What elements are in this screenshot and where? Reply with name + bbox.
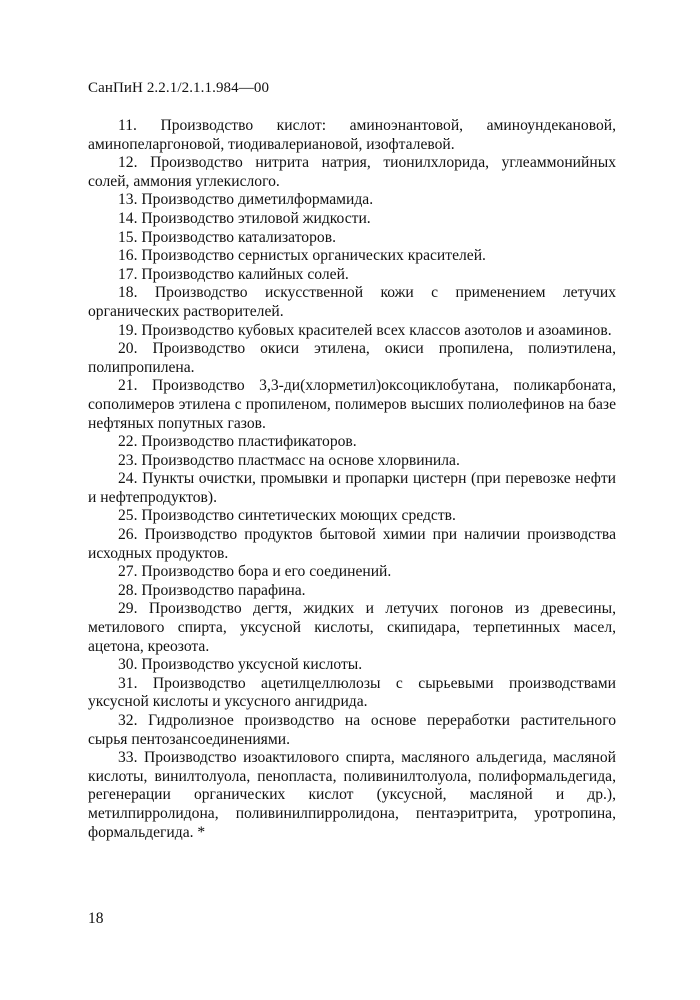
list-item: 33. Производство изоактилового спирта, масляного альдегида, масляной кислоты, винилтолуола, пенопласта, поливинилтолуола, полиформальдегида, регенерации органических кислот (уксусной, масляной и др.), метилпирролидона, поливинилпирролидона, пентаэритрита, уротропина, формальдегида. *: [88, 749, 616, 841]
list-item: 18. Производство искусственной кожи с применением летучих органических растворителей.: [88, 284, 616, 320]
list-item: 26. Производство продуктов бытовой химии при наличии производства исходных продуктов.: [88, 526, 616, 562]
list-item: 28. Производство парафина.: [118, 581, 306, 599]
list-item: 31. Производство ацетилцеллюлозы с сырьевыми производствами уксусной кислоты и уксусного ангидрида.: [88, 674, 616, 711]
list-item: 25. Производство синтетических моющих средств.: [118, 507, 456, 525]
list-item: 15. Производство катализаторов.: [118, 228, 336, 246]
list-item: 30. Производство уксусной кислоты.: [118, 656, 363, 674]
page-number: 18: [88, 910, 104, 927]
list-item: 23. Производство пластмасс на основе хлорвинила.: [118, 451, 460, 469]
list-item: 11. Производство кислот: аминоэнантовой, аминоундекановой, аминопеларгоновой, тиодивалериановой, изофталевой.: [88, 117, 616, 153]
list-item: 19. Производство кубовых красителей всех классов азотолов и азоаминов.: [118, 321, 612, 339]
list-item: 27. Производство бора и его соединений.: [118, 563, 392, 581]
list-item: 16. Производство сернистых органических красителей.: [118, 247, 486, 265]
list-item: 14. Производство этиловой жидкости.: [118, 209, 371, 227]
list-item: 29. Производство дегтя, жидких и летучих погонов из древесины, метилового спирта, уксусной кислоты, скипидара, терпетинных масел, ацетона, креозота.: [88, 600, 616, 655]
production-list: [88, 117, 616, 842]
list-item: 13. Производство диметилформамида.: [118, 191, 374, 209]
list-item: 20. Производство окиси этилена, окиси пропилена, полиэтилена, полипропилена.: [88, 340, 616, 376]
list-item: 17. Производство калийных солей.: [118, 265, 349, 283]
list-item: 12. Производство нитрита натрия, тионилхлорида, углеаммонийных солей, аммония углекислого.: [88, 154, 616, 190]
list-item: 24. Пункты очистки, промывки и пропарки цистерн (при перевозке нефти и нефтепродуктов).: [88, 470, 616, 506]
list-item: 21. Производство 3,3-ди(хлорметил)оксоциклобутана, поликарбоната, сополимеров этилена с пропиленом, полимеров высших полиолефинов на базе нефтяных попутных газов.: [88, 377, 616, 432]
list-item: 32. Гидролизное производство на основе переработки растительного сырья пентозансоединениями.: [88, 712, 616, 748]
document-code-header: СанПиН 2.2.1/2.1.1.984—00: [88, 80, 270, 96]
list-item: 22. Производство пластификаторов.: [118, 433, 357, 451]
